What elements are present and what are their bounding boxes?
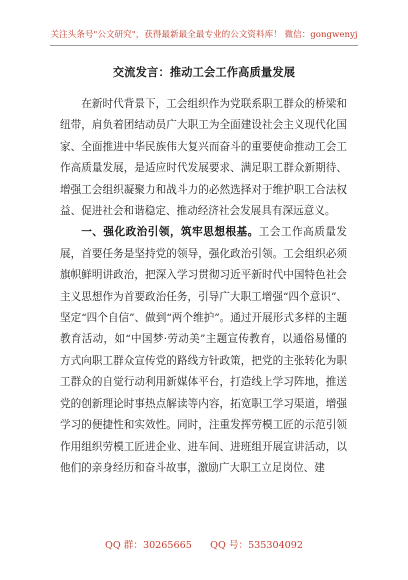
header-divider [50,45,358,46]
document-title: 交流发言：推动工会工作高质量发展 [112,65,296,79]
paragraph-intro [60,94,347,222]
paragraph-section-1 [60,222,347,479]
section-1-heading: 一、强化政治引领，筑牢思想根基。 [81,226,259,239]
document-body [60,94,347,479]
paragraph-intro-text: 在新时代背景下，工会组织作为党联系职工群众的桥梁和纽带，肩负着团结动员广大职工为全面建设社会主义现代化国家、全面推进中华民族伟大复兴而奋斗的重要使命推动工会工作高质量发展，是适应时代发展要求、满足职工群众新期待、增强工会组织凝聚力和战斗力的必然选择对于维护职工合法权益、促进社会和谐稳定、推动经济社会发展具有深远意义。 [60,98,347,218]
header-promo-note: 关注头条号"公文研究"，获得最新最全最专业的公文资料库！ 微信：gongwenyj [50,30,358,40]
section-1-text: 工会工作高质量发展，首要任务是坚持党的领导，强化政治引领。工会组织必须旗帜鲜明讲政治，把深入学习贯彻习近平新时代中国特色社会主义思想作为首要政治任务，引导广大职工增强“四个意识”、坚定“四个自信”、做到“两个维护”。通过开展形式多样的主题教育活动，如“中国梦·劳动美”主题宣传教育，以通俗易懂的方式向职工群众宣传党的路线方针政策，把党的主张转化为职工群众的自觉行动利用新媒体平台，打造线上学习阵地，推送党的创新理论时事热点解读等内容，拓宽职工学习渠道，增强学习的便捷性和实效性。同时，注重发挥劳模工匠的示范引领作用组织劳模工匠进企业、进车间、进班组开展宣讲活动，以他们的亲身经历和奋斗故事，激励广大职工立足岗位、建 [60,226,348,474]
footer-contact: QQ 群：30265665 QQ 号：535304092 [105,540,303,551]
